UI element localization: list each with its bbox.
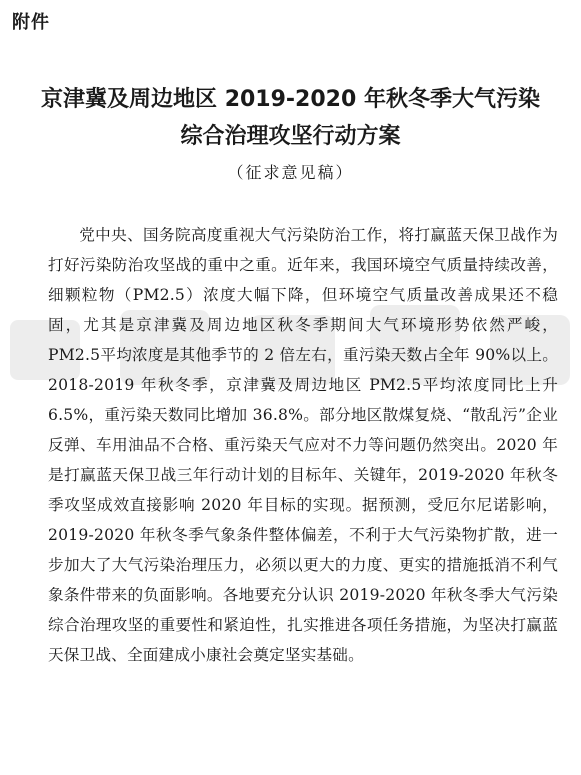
document-title-line2: 综合治理攻坚行动方案 <box>180 124 401 149</box>
document-body-paragraph: 党中央、国务院高度重视大气污染防治工作，将打赢蓝天保卫战作为打好污染防治攻坚战的重中之重。近年来，我国环境空气质量持续改善，细颗粒物（PM2.5）浓度大幅下降，但环境空气质量改善成果还不稳固，尤其是京津冀及周边地区秋冬季期间大气环境形势依然严峻，PM2.5平均浓度是其他季节的 2 倍左右，重污染天数占全年 90%以上。2018-2019 年秋冬季，京津冀及周边地区 PM2.5平均浓度同比上升 6.5%，重污染天数同比增加 36.8%。部分地区散煤复烧、“散乱污”企业反弹、车用油品不合格、重污染天气应对不力等问题仍然突出。2020 年是打赢蓝天保卫战三年行动计划的目标年、关键年，2019-2020 年秋冬季攻坚成效直接影响 2020 年目标的实现。据预测，受厄尔尼诺影响，2019-2020 年秋冬季气象条件整体偏差，不利于大气污染物扩散，进一步加大了大气污染治理压力，必须以更大的力度、更实的措施抵消不利气象条件带来的负面影响。各地要充分认识 2019-2020 年秋冬季大气污染综合治理攻坚的重要性和紧迫性，扎实推进各项任务措施，为坚决打赢蓝天保卫战、全面建成小康社会奠定坚实基础。 <box>48 226 558 664</box>
document-subtitle: （征求意见稿） <box>227 163 354 182</box>
document-title-line1: 京津冀及周边地区 2019-2020 年秋冬季大气污染 <box>41 87 540 112</box>
attachment-label: 附件 <box>12 12 50 33</box>
